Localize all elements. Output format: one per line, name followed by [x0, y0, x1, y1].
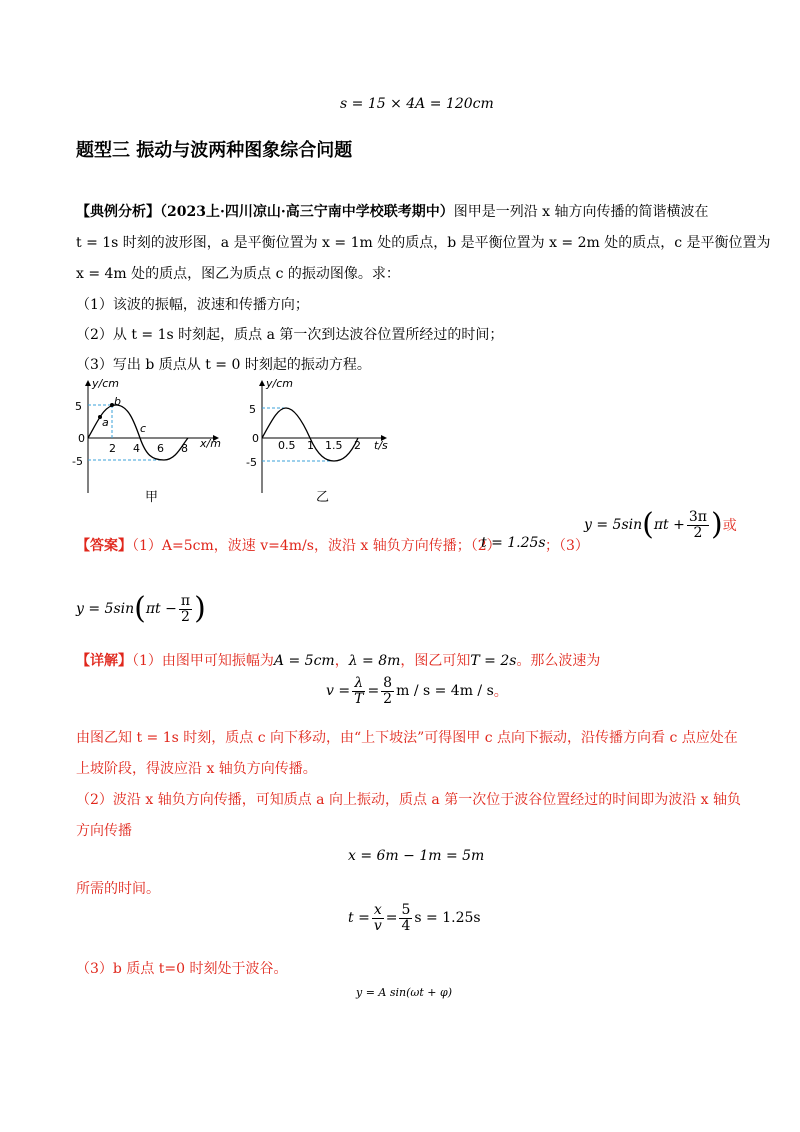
detail-line-2: 由图乙知 t = 1s 时刻，质点 c 向下移动，由“上下坡法”可得图甲 c 点向下振动，沿传播方向看 c 点应处在: [76, 730, 738, 746]
graph-a-xlabel: x/m: [200, 437, 221, 450]
eq1-close-paren: ): [710, 507, 723, 543]
example-line-1: [76, 201, 709, 221]
eq2-inner: πt −: [145, 601, 177, 618]
graph-a-caption: 甲: [145, 490, 159, 505]
vibration-curve: [262, 408, 358, 461]
detail-comma: ，: [334, 653, 349, 669]
graph-a-ylabel: y/cm: [92, 377, 119, 390]
eq1-open-paren: (: [642, 507, 654, 543]
t-frac2-den: 4: [401, 917, 411, 934]
answer-label: 【答案】: [76, 538, 132, 554]
detail-p1b: ，图乙可知: [400, 653, 471, 669]
graph-a-label-a: a: [102, 416, 109, 429]
v-frac2-den: 2: [383, 690, 393, 707]
detail-line-4: （2）波沿 x 轴负方向传播，可知质点 a 向上振动，质点 a 第一次位于波谷位置经过的时间即为波沿 x 轴负: [76, 792, 741, 808]
detail-period: T = 2s: [470, 653, 517, 669]
distance-formula: x = 6m − 1m = 5m: [348, 848, 485, 864]
detail-amplitude: A = 5cm: [273, 653, 335, 669]
detail-p1a: （1）由图甲可知振幅为: [132, 653, 274, 669]
answer-separator: ；（3）: [545, 538, 589, 554]
answer-text: （1）A=5cm，波速 v=4m/s，波沿 x 轴负方向传播；（2）: [132, 538, 501, 554]
detail-line-3: 上坡阶段，得波应沿 x 轴负方向传播。: [76, 761, 317, 777]
example-line-3: x = 4m 处的质点，图乙为质点 c 的振动图像。求：: [76, 266, 400, 282]
t-frac2-num: 5: [401, 902, 411, 918]
example-label: 【典例分析】: [76, 204, 160, 220]
v-end: 。: [493, 684, 508, 701]
answer-line: [76, 535, 501, 555]
question-3: （3）写出 b 质点从 t = 0 时刻起的振动方程。: [76, 357, 371, 373]
graph-a-label-c: c: [140, 422, 147, 435]
graph-a-ytick-neg5: -5: [72, 455, 83, 468]
t-lhs: t =: [348, 910, 370, 927]
detail-label: 【详解】: [76, 653, 132, 669]
v-eq: =: [367, 683, 380, 700]
eq1-inner: πt +: [653, 517, 685, 534]
eq1-frac-den: 2: [693, 524, 703, 541]
top-formula: s = 15 × 4A = 120cm: [340, 96, 494, 112]
detail-line-6: 所需的时间。: [76, 881, 160, 897]
general-vibration-formula: y = A sin(ωt + φ): [356, 986, 452, 999]
detail-wavelength: λ = 8m: [348, 653, 401, 669]
v-frac1-num: λ: [354, 675, 364, 691]
example-source: （2023上·四川凉山·高三宁南中学校联考期中）: [160, 204, 454, 220]
graph-b-xtick-2: 2: [354, 439, 361, 452]
graph-b-ytick-5: 5: [249, 403, 256, 416]
graph-a-xtick-2: 2: [109, 442, 116, 455]
graph-a-xtick-4: 4: [133, 442, 140, 455]
v-rhs: m / s = 4m / s: [396, 683, 494, 700]
graph-a-xtick-6: 6: [157, 442, 164, 455]
question-2: （2）从 t = 1s 时刻起，质点 a 第一次到达波谷位置所经过的时间；: [76, 327, 504, 343]
v-frac2-num: 8: [383, 675, 393, 691]
graph-b-xlabel: t/s: [374, 439, 388, 452]
graph-a-ytick-5: 5: [75, 400, 82, 413]
graph-a-ytick-0: 0: [78, 432, 85, 445]
time-formula: [348, 903, 481, 933]
graph-b-ytick-0: 0: [252, 432, 259, 445]
answer-equation-2: [76, 591, 206, 627]
velocity-formula: [326, 676, 508, 706]
graph-b-xtick-0.5: 0.5: [278, 439, 296, 452]
eq1-prefix: y = 5sin: [584, 517, 643, 534]
graph-a-label-b: b: [114, 395, 121, 408]
answer-t-value: t = 1.25s: [481, 535, 546, 551]
v-frac1-den: T: [354, 690, 364, 707]
detail-line-1: [76, 650, 600, 670]
t-rhs: s = 1.25s: [414, 910, 481, 927]
answer-equation-1: [584, 507, 737, 543]
eq2-open-paren: (: [134, 591, 146, 627]
detail-p1c: 。那么波速为: [516, 653, 601, 669]
graph-b-xtick-1: 1: [307, 439, 314, 452]
graph-b-ylabel: y/cm: [266, 377, 293, 390]
t-eq: =: [385, 910, 398, 927]
example-line1-text: 图甲是一列沿 x 轴方向传播的简谐横波在: [453, 204, 709, 220]
answer-or: 或: [722, 518, 737, 535]
graph-b-xtick-1.5: 1.5: [325, 439, 343, 452]
eq2-frac-den: 2: [181, 608, 190, 625]
detail-line-7: （3）b 质点 t=0 时刻处于波谷。: [76, 961, 288, 977]
detail-line-5: 方向传播: [76, 823, 132, 839]
eq2-prefix: y = 5sin: [76, 601, 135, 618]
graph-a-xtick-8: 8: [181, 442, 188, 455]
question-1: （1）该波的振幅，波速和传播方向；: [76, 297, 309, 313]
eq1-frac-num: 3π: [688, 509, 707, 525]
v-lhs: v =: [326, 683, 351, 700]
graph-b-caption: 乙: [316, 490, 330, 505]
t-frac1-num: x: [373, 902, 382, 918]
eq2-frac-num: π: [180, 593, 191, 609]
eq2-close-paren: ): [194, 591, 206, 627]
t-frac1-den: v: [373, 917, 382, 934]
example-line-2: t = 1s 时刻的波形图，a 是平衡位置为 x = 1m 处的质点，b 是平衡位置为 x = 2m 处的质点，c 是平衡位置为: [76, 235, 771, 251]
section-title: 题型三 振动与波两种图象综合问题: [76, 140, 353, 161]
graph-b-ytick-neg5: -5: [246, 456, 257, 469]
